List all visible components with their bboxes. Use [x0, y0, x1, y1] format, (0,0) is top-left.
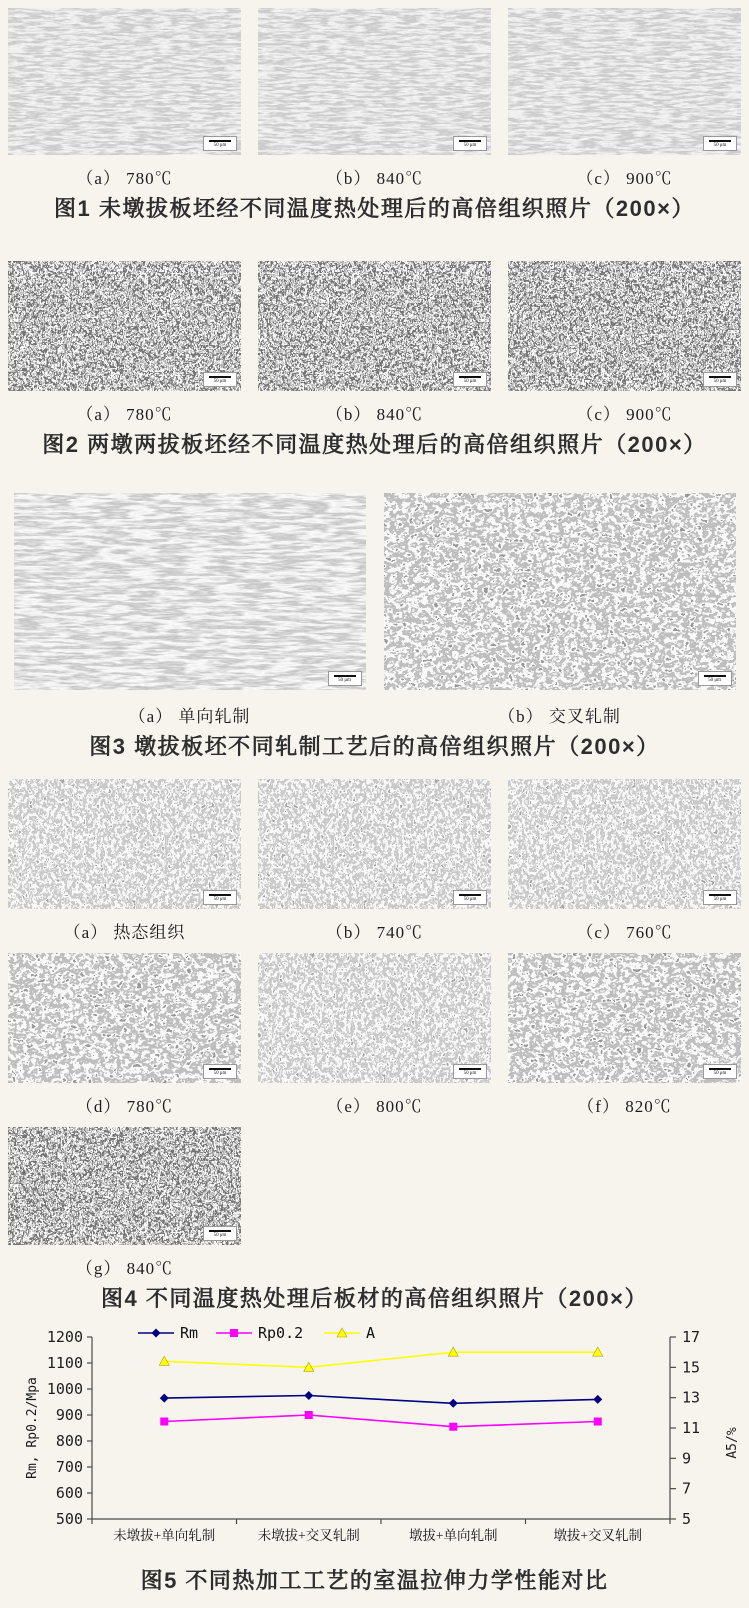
panel-label-fig4-b: （b） 740℃: [325, 923, 424, 942]
scale-bar: [454, 373, 486, 386]
svg-text:700: 700: [55, 1458, 83, 1476]
scale-bar: [329, 672, 361, 685]
panel-label-fig4-a: （a） 热态组织: [63, 923, 186, 942]
scale-bar-label: 50 μm: [713, 1070, 727, 1076]
panel-label-fig1-b: （b） 840℃: [325, 169, 424, 188]
panel-label-fig4-d: （d） 780℃: [75, 1097, 174, 1116]
scale-bar: [454, 137, 486, 150]
panel-label-fig3-b: （b） 交叉轧制: [498, 707, 621, 726]
panel-label-fig4-g: （g） 840℃: [75, 1259, 174, 1278]
figure1-caption: 图1 未墩拔板坯经不同温度热处理后的高倍组织照片（200×）: [54, 196, 695, 221]
svg-text:9: 9: [682, 1449, 692, 1468]
micrograph-fig1-c: [508, 8, 741, 155]
scale-bar: [704, 137, 736, 150]
micrograph-fig4-g: [8, 1127, 241, 1245]
svg-text:17: 17: [682, 1328, 701, 1346]
figure-5: [0, 1321, 749, 1595]
svg-text:600: 600: [55, 1484, 83, 1502]
micrograph-fig1-b: [258, 8, 491, 155]
scale-bar-label: 50 μm: [713, 142, 727, 148]
panel-label-fig1-a: （a） 780℃: [76, 169, 173, 188]
svg-text:Rm: Rm: [180, 1324, 199, 1342]
micrograph-fig4-f: [508, 953, 741, 1083]
micrograph-fig4-e: [258, 953, 491, 1083]
scale-bar-label: 50 μm: [713, 378, 727, 384]
micrograph-texture: [508, 953, 741, 1083]
micrograph-texture: [8, 779, 241, 909]
figure-1: [0, 8, 749, 223]
micrograph-fig3-a: [14, 493, 366, 690]
scale-bar: [204, 1065, 236, 1078]
micrograph-fig4-c: [508, 779, 741, 909]
panel-label-fig4-e: （e） 800℃: [326, 1097, 423, 1116]
figure-4: [0, 779, 749, 1313]
svg-text:Rp0.2: Rp0.2: [258, 1324, 304, 1342]
scale-bar: [704, 1065, 736, 1078]
panel-label-fig2-b: （b） 840℃: [325, 405, 424, 424]
micrograph-texture: [508, 779, 741, 909]
scale-bar-label: 50 μm: [213, 1232, 227, 1238]
svg-text:Rm, Rp0.2/Mpa: Rm, Rp0.2/Mpa: [25, 1377, 40, 1479]
micrograph-fig3-b: [384, 493, 736, 690]
micrograph-fig2-c: [508, 261, 741, 391]
scale-bar-label: 50 μm: [213, 142, 227, 148]
panel-label-fig4-c: （c） 760℃: [576, 923, 673, 942]
scale-bar-label: 50 μm: [338, 677, 351, 683]
micrograph-fig4-b: [258, 779, 491, 909]
panel-label-fig2-a: （a） 780℃: [76, 405, 173, 424]
scale-bar: [704, 891, 736, 904]
micrograph-texture: [384, 493, 736, 690]
micrograph-texture: [8, 953, 241, 1083]
scale-bar-label: 50 μm: [463, 1070, 477, 1076]
scale-bar-label: 50 μm: [463, 142, 477, 148]
svg-text:900: 900: [55, 1406, 83, 1424]
figure-3: [0, 493, 749, 761]
scale-bar: [704, 373, 736, 386]
micrograph-texture: [508, 8, 741, 155]
scale-bar: [454, 891, 486, 904]
svg-text:15: 15: [682, 1358, 701, 1377]
micrograph-texture: [258, 779, 491, 909]
scale-bar-label: 50 μm: [708, 677, 721, 683]
svg-text:1100: 1100: [46, 1354, 83, 1372]
scale-bar-label: 50 μm: [213, 1070, 227, 1076]
micrograph-texture: [258, 8, 491, 155]
panel-label-fig1-c: （c） 900℃: [576, 169, 673, 188]
scale-bar: [204, 1227, 236, 1240]
svg-text:1200: 1200: [46, 1328, 83, 1346]
micrograph-texture: [8, 261, 241, 391]
svg-text:500: 500: [55, 1510, 83, 1528]
svg-text:5: 5: [682, 1510, 692, 1528]
svg-text:未墩拔+单向轧制: 未墩拔+单向轧制: [113, 1528, 216, 1543]
panel-label-fig4-f: （f） 820℃: [577, 1097, 672, 1116]
micrograph-fig2-a: [8, 261, 241, 391]
svg-text:A: A: [366, 1324, 376, 1342]
micrograph-texture: [14, 493, 366, 690]
svg-text:墩拔+单向轧制: 墩拔+单向轧制: [408, 1528, 498, 1543]
micrograph-texture: [8, 8, 241, 155]
figure5-caption: 图5 不同热加工工艺的室温拉伸力学性能对比: [140, 1568, 609, 1593]
scale-bar-label: 50 μm: [463, 896, 477, 902]
svg-text:未墩拔+交叉轧制: 未墩拔+交叉轧制: [257, 1528, 360, 1543]
svg-text:7: 7: [682, 1479, 692, 1498]
scale-bar: [699, 672, 731, 685]
micrograph-texture: [508, 261, 741, 391]
scale-bar: [204, 137, 236, 150]
svg-text:A5/%: A5/%: [725, 1427, 740, 1459]
scale-bar-label: 50 μm: [463, 378, 477, 384]
page: [0, 8, 749, 1595]
panel-label-fig3-a: （a） 单向轧制: [128, 707, 251, 726]
scale-bar-label: 50 μm: [713, 896, 727, 902]
svg-text:11: 11: [682, 1419, 701, 1437]
micrograph-texture: [258, 953, 491, 1083]
figure4-caption: 图4 不同温度热处理后板材的高倍组织照片（200×）: [101, 1286, 648, 1311]
micrograph-fig1-a: [8, 8, 241, 155]
micrograph-fig4-d: [8, 953, 241, 1083]
micrograph-texture: [258, 261, 491, 391]
svg-text:13: 13: [682, 1388, 701, 1407]
scale-bar: [204, 373, 236, 386]
svg-text:1000: 1000: [46, 1380, 83, 1398]
tensile-properties-line-chart: [0, 1321, 749, 1561]
scale-bar: [454, 1065, 486, 1078]
figure2-caption: 图2 两墩两拔板坯经不同温度热处理后的高倍组织照片（200×）: [42, 432, 707, 457]
micrograph-fig2-b: [258, 261, 491, 391]
panel-label-fig2-c: （c） 900℃: [576, 405, 673, 424]
svg-text:墩拔+交叉轧制: 墩拔+交叉轧制: [553, 1528, 643, 1543]
figure-2: [0, 261, 749, 459]
svg-text:800: 800: [55, 1432, 83, 1450]
figure3-caption: 图3 墩拔板坯不同轧制工艺后的高倍组织照片（200×）: [89, 734, 660, 759]
micrograph-fig4-a: [8, 779, 241, 909]
scale-bar-label: 50 μm: [213, 378, 227, 384]
scale-bar-label: 50 μm: [213, 896, 227, 902]
scale-bar: [204, 891, 236, 904]
